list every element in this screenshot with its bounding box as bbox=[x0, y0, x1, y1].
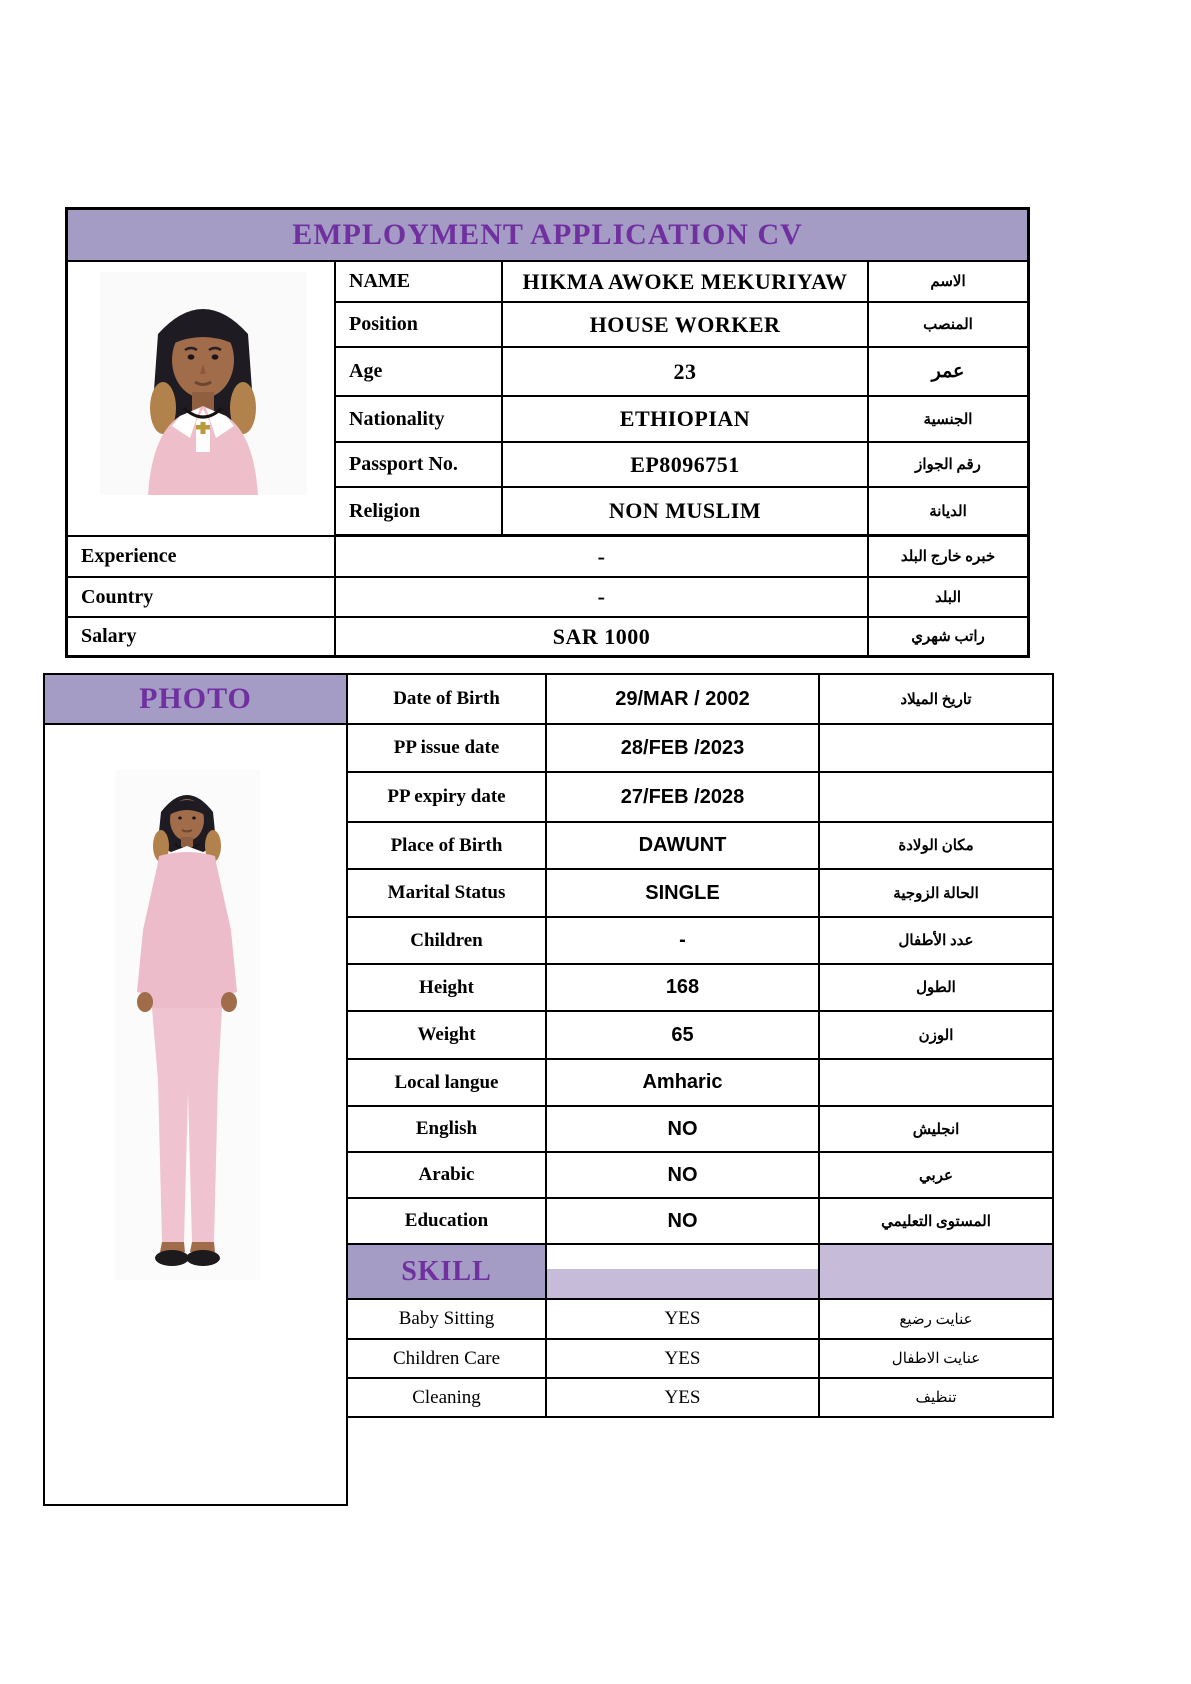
skill-label-children-care: Children Care bbox=[348, 1340, 547, 1379]
field-label-religion: Religion bbox=[336, 488, 503, 537]
field-value-salary: SAR 1000 bbox=[336, 618, 869, 655]
field-arabic-position: المنصب bbox=[869, 303, 1027, 348]
field-arabic-passport: رقم الجواز bbox=[869, 443, 1027, 488]
photo-header-label: PHOTO bbox=[139, 682, 252, 715]
field-value-country: - bbox=[336, 578, 869, 618]
field-label-marital-status: Marital Status bbox=[348, 870, 547, 918]
field-arabic-local-langue bbox=[820, 1060, 1052, 1107]
field-value-name: HIKMA AWOKE MEKURIYAW bbox=[503, 262, 869, 303]
skill-header-label: SKILL bbox=[401, 1255, 492, 1287]
field-value-place-of-birth: DAWUNT bbox=[547, 823, 820, 870]
field-arabic-age: عمر bbox=[869, 348, 1027, 397]
skill-label-baby-sitting: Baby Sitting bbox=[348, 1300, 547, 1340]
field-arabic-salary: راتب شهري bbox=[869, 618, 1027, 655]
field-label-arabic: Arabic bbox=[348, 1153, 547, 1199]
photo-cell-extension bbox=[43, 1418, 348, 1506]
field-arabic-children: عدد الأطفال bbox=[820, 918, 1052, 965]
page-title: EMPLOYMENT APPLICATION CV bbox=[292, 218, 803, 251]
employment-application-table bbox=[65, 207, 1030, 658]
skill-header-arabic-cell bbox=[820, 1245, 1052, 1300]
field-arabic-religion: الديانة bbox=[869, 488, 1027, 537]
field-label-age: Age bbox=[336, 348, 503, 397]
field-value-arabic: NO bbox=[547, 1153, 820, 1199]
field-value-pp-issue: 28/FEB /2023 bbox=[547, 725, 820, 773]
document-header bbox=[68, 210, 1027, 262]
field-label-children: Children bbox=[348, 918, 547, 965]
field-arabic-experience: خبره خارج البلد bbox=[869, 537, 1027, 578]
field-label-passport: Passport No. bbox=[336, 443, 503, 488]
photo-section-header bbox=[45, 675, 348, 725]
field-label-place-of-birth: Place of Birth bbox=[348, 823, 547, 870]
field-value-weight: 65 bbox=[547, 1012, 820, 1060]
field-arabic-english: انجليش bbox=[820, 1107, 1052, 1153]
field-label-position: Position bbox=[336, 303, 503, 348]
field-arabic-height: الطول bbox=[820, 965, 1052, 1012]
field-arabic-dob: تاريخ الميلاد bbox=[820, 675, 1052, 725]
field-arabic-education: المستوى التعليمي bbox=[820, 1199, 1052, 1245]
field-value-dob: 29/MAR / 2002 bbox=[547, 675, 820, 725]
field-label-height: Height bbox=[348, 965, 547, 1012]
field-label-weight: Weight bbox=[348, 1012, 547, 1060]
applicant-headshot-photo bbox=[100, 272, 307, 495]
field-label-country: Country bbox=[68, 578, 336, 618]
fullbody-photo-cell bbox=[45, 725, 348, 1418]
field-value-passport: EP8096751 bbox=[503, 443, 869, 488]
headshot-photo-cell bbox=[68, 262, 336, 537]
skill-arabic-cleaning: تنظيف bbox=[820, 1379, 1052, 1418]
field-arabic-name: الاسم bbox=[869, 262, 1027, 303]
field-value-height: 168 bbox=[547, 965, 820, 1012]
field-arabic-marital-status: الحالة الزوجية bbox=[820, 870, 1052, 918]
skill-arabic-baby-sitting: عنايت رضيع bbox=[820, 1300, 1052, 1340]
field-value-experience: - bbox=[336, 537, 869, 578]
field-value-education: NO bbox=[547, 1199, 820, 1245]
field-label-pp-expiry: PP expiry date bbox=[348, 773, 547, 823]
field-label-salary: Salary bbox=[68, 618, 336, 655]
field-arabic-nationality: الجنسية bbox=[869, 397, 1027, 443]
field-value-pp-expiry: 27/FEB /2028 bbox=[547, 773, 820, 823]
field-value-position: HOUSE WORKER bbox=[503, 303, 869, 348]
field-label-local-langue: Local langue bbox=[348, 1060, 547, 1107]
applicant-fullbody-photo bbox=[115, 770, 260, 1280]
field-label-dob: Date of Birth bbox=[348, 675, 547, 725]
field-value-age: 23 bbox=[503, 348, 869, 397]
field-label-name: NAME bbox=[336, 262, 503, 303]
details-and-skills-table bbox=[43, 673, 1054, 1418]
field-arabic-country: البلد bbox=[869, 578, 1027, 618]
field-label-english: English bbox=[348, 1107, 547, 1153]
field-value-marital-status: SINGLE bbox=[547, 870, 820, 918]
field-value-religion: NON MUSLIM bbox=[503, 488, 869, 537]
skill-arabic-children-care: عنايت الاطفال bbox=[820, 1340, 1052, 1379]
skill-value-baby-sitting: YES bbox=[547, 1300, 820, 1340]
field-arabic-pp-issue bbox=[820, 725, 1052, 773]
field-arabic-pp-expiry bbox=[820, 773, 1052, 823]
skill-section-header bbox=[348, 1245, 547, 1300]
field-arabic-weight: الوزن bbox=[820, 1012, 1052, 1060]
field-label-education: Education bbox=[348, 1199, 547, 1245]
field-arabic-place-of-birth: مكان الولادة bbox=[820, 823, 1052, 870]
field-arabic-arabic: عربي bbox=[820, 1153, 1052, 1199]
field-value-nationality: ETHIOPIAN bbox=[503, 397, 869, 443]
field-value-local-langue: Amharic bbox=[547, 1060, 820, 1107]
field-label-nationality: Nationality bbox=[336, 397, 503, 443]
field-label-pp-issue: PP issue date bbox=[348, 725, 547, 773]
field-value-children: - bbox=[547, 918, 820, 965]
field-label-experience: Experience bbox=[68, 537, 336, 578]
field-value-english: NO bbox=[547, 1107, 820, 1153]
skill-value-cleaning: YES bbox=[547, 1379, 820, 1418]
skill-label-cleaning: Cleaning bbox=[348, 1379, 547, 1418]
skill-header-value-cell bbox=[547, 1245, 820, 1300]
skill-value-children-care: YES bbox=[547, 1340, 820, 1379]
